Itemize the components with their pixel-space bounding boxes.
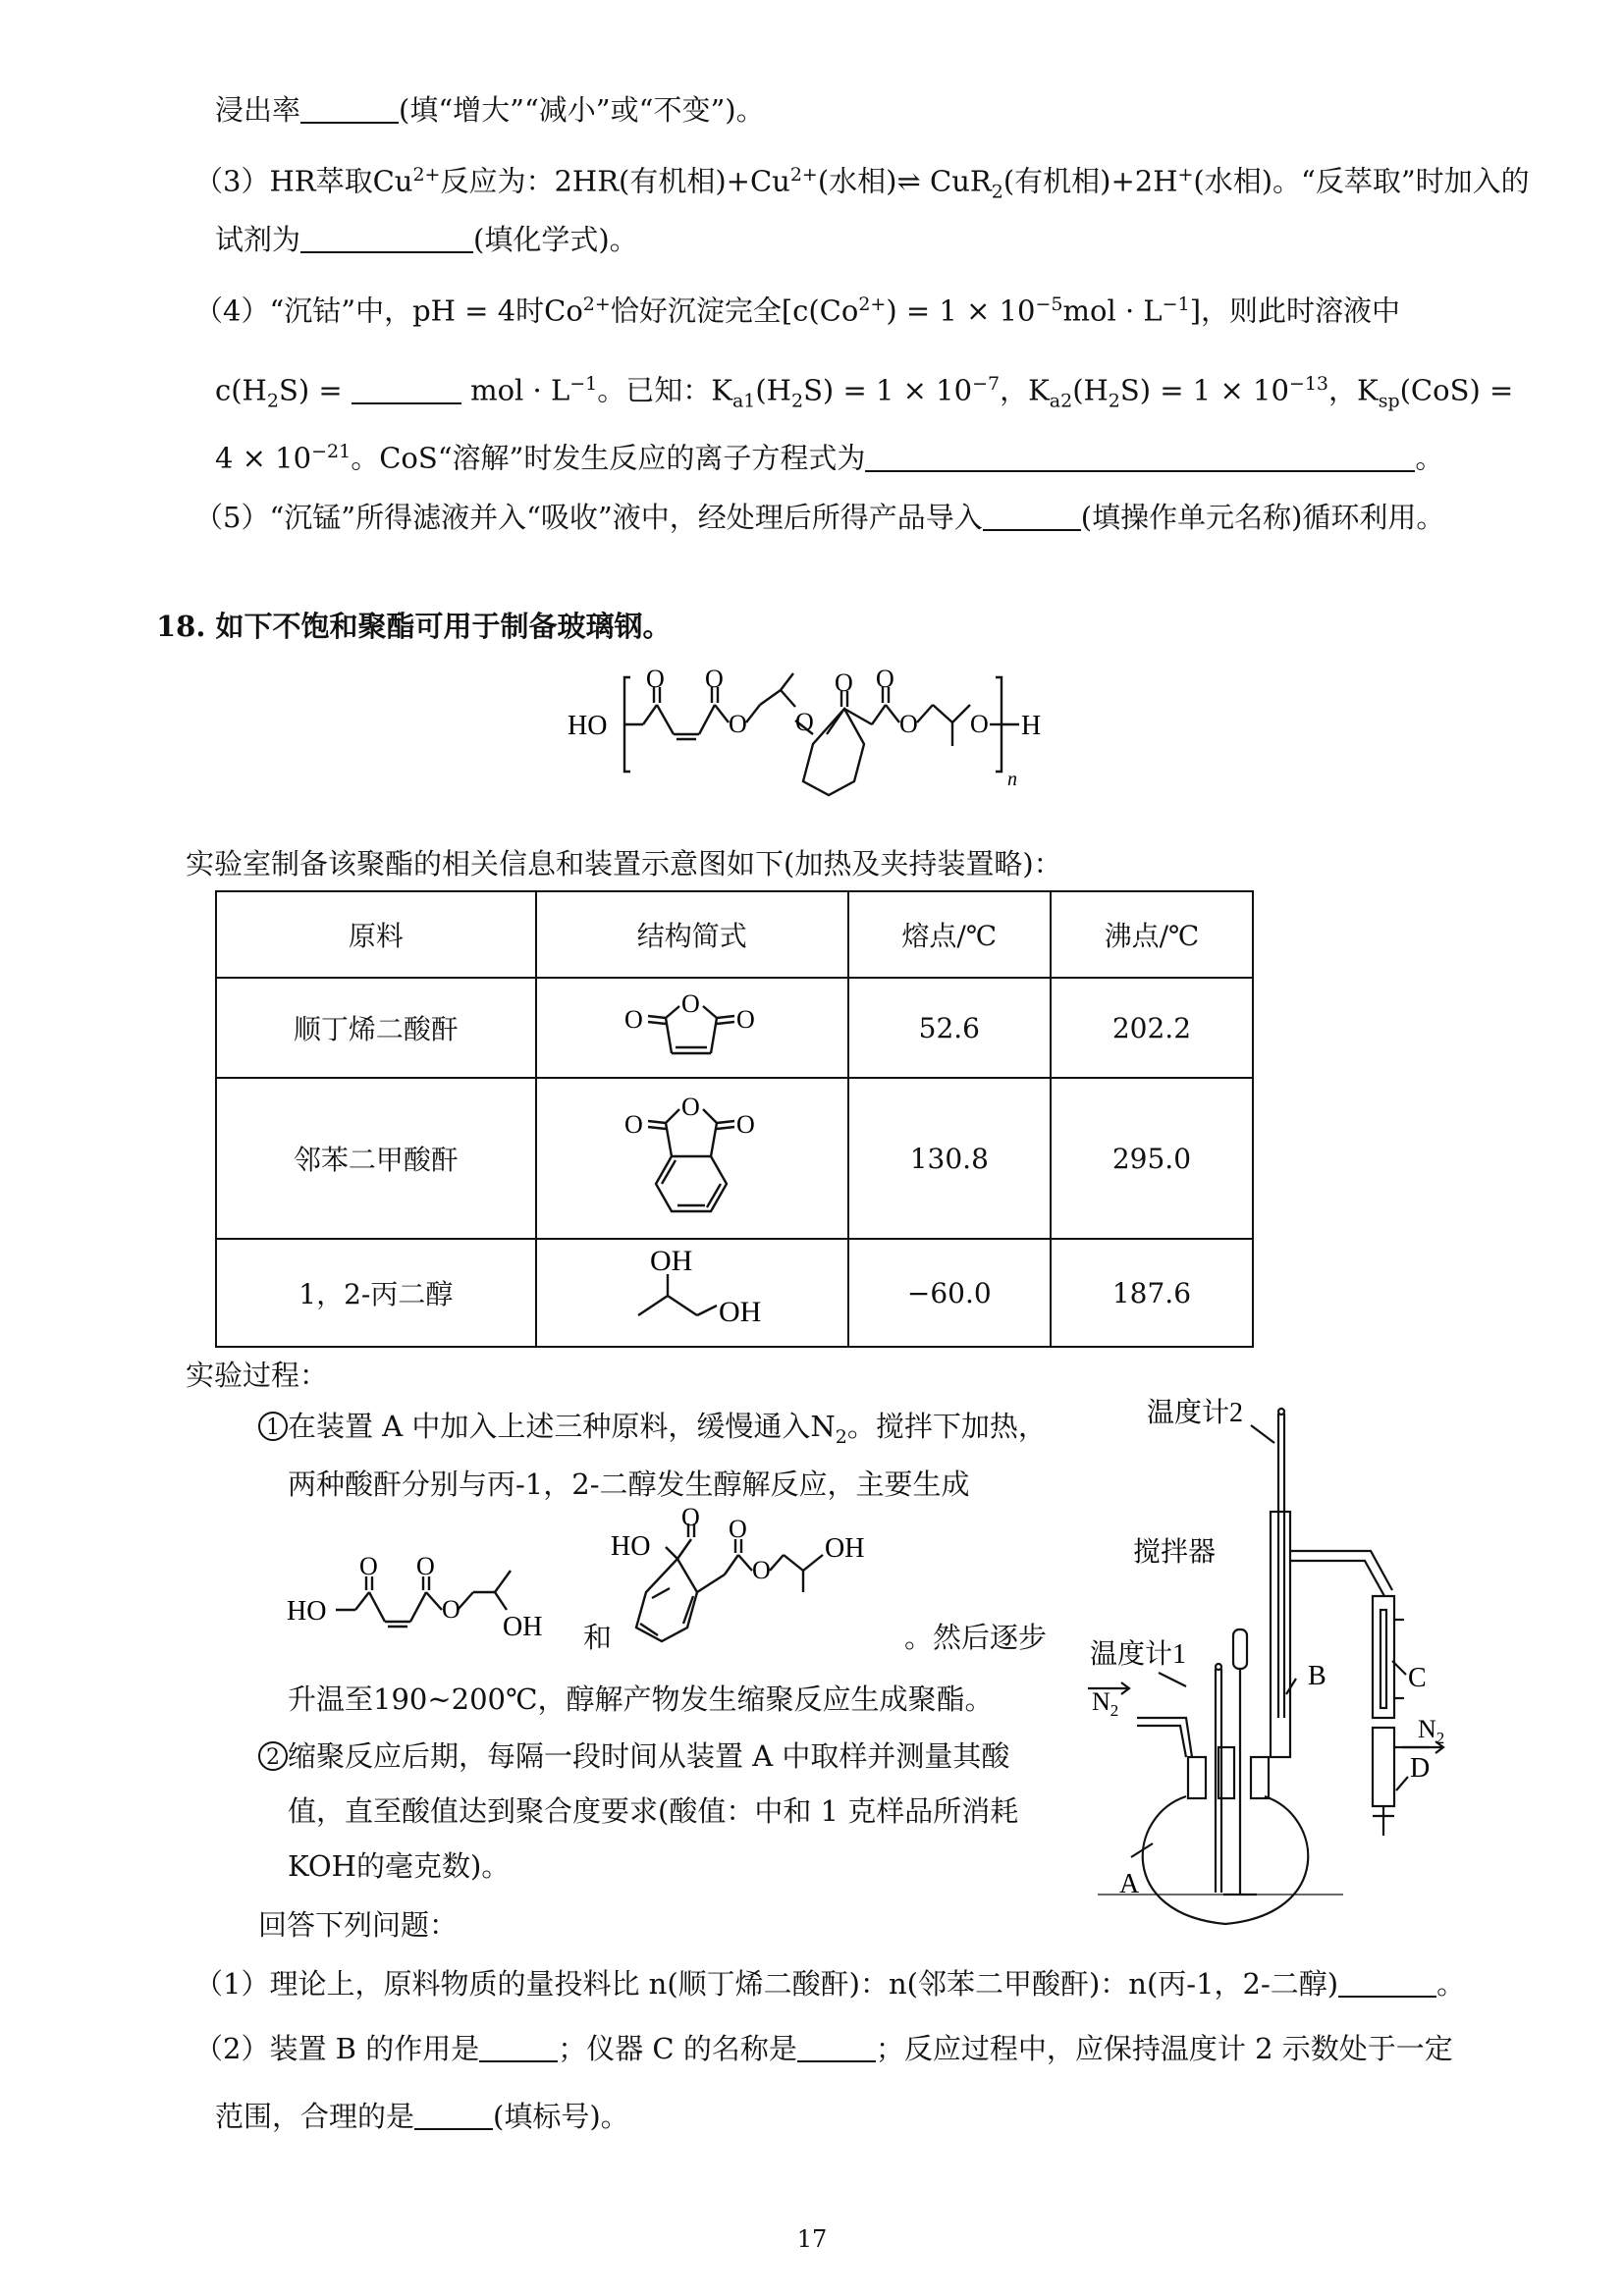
o-atom-label: O (835, 668, 853, 697)
process-title: 实验过程： (186, 1359, 329, 1392)
answer-blank[interactable] (865, 443, 1415, 472)
repeat-n-label: n (1007, 769, 1017, 790)
step-number-circle: 1 (258, 1412, 288, 1441)
page-number: 17 (796, 2225, 828, 2253)
answer-blank[interactable] (300, 224, 473, 253)
ho-group-label: HO (611, 1531, 651, 1562)
o-atom-label: O (646, 665, 665, 693)
label-d: D (1410, 1753, 1431, 1784)
n2-outlet-label: $N_2$ (1418, 1715, 1445, 1747)
answer-blank[interactable] (352, 375, 461, 404)
label-b: B (1308, 1661, 1326, 1691)
svg-text:O: O (416, 1552, 435, 1580)
table-row (216, 978, 1253, 1078)
svg-text:O: O (442, 1595, 460, 1624)
boiling-point: 295.0 (1051, 1078, 1253, 1239)
boiling-point: 202.2 (1051, 978, 1253, 1078)
question-18-title: 18. 如下不饱和聚酯可用于制备玻璃钢。 (156, 610, 672, 643)
svg-text:O: O (623, 1004, 643, 1034)
step-2-line3: KOH的毫克数)。 (288, 1849, 511, 1883)
phthalic-anhydride-structure (609, 1082, 776, 1229)
o-atom-label: O (729, 710, 747, 738)
header-cell: 沸点/℃ (1051, 891, 1253, 978)
label-c: C (1408, 1663, 1427, 1693)
melting-point: 130.8 (848, 1078, 1051, 1239)
o-atom-label: O (705, 665, 724, 693)
svg-text:O: O (681, 1503, 700, 1531)
info-intro: 实验室制备该聚酯的相关信息和装置示意图如下(加热及夹持装置略)： (186, 847, 1062, 881)
answer-blank[interactable] (414, 2101, 493, 2130)
apparatus-diagram (1078, 1398, 1471, 1934)
material-name: 邻苯二甲酸酐 (216, 1078, 536, 1239)
o-atom-label: O (795, 708, 814, 736)
answer-prompt: 回答下列问题： (258, 1908, 459, 1942)
header-cell: 熔点/℃ (848, 891, 1051, 978)
question-3-line2: 试剂为 (填化学式)。 (215, 223, 638, 256)
svg-text:O: O (729, 1515, 747, 1543)
material-name: 顺丁烯二酸酐 (216, 978, 536, 1078)
step-1-line2: 两种酸酐分别与丙-1，2-二醇发生醇解反应，主要生成 (288, 1468, 970, 1501)
ho-group-label: HO (287, 1596, 327, 1627)
n2-inlet-label: $N_2$ (1092, 1687, 1119, 1720)
o-atom-label: O (970, 710, 989, 738)
oh-group-label: OH (825, 1533, 865, 1564)
svg-text:O: O (680, 1092, 700, 1121)
polymer-structure (560, 666, 1110, 825)
svg-text:O: O (359, 1552, 378, 1580)
question-5: （5）“沉锰”所得滤液并入“吸收”液中，经处理后所得产品导入 (填操作单元名称)循环利用。 (194, 501, 1445, 534)
answer-blank[interactable] (797, 2033, 876, 2062)
stirrer-label: 搅拌器 (1133, 1537, 1217, 1568)
step-1-then: 。然后逐步 (904, 1621, 1048, 1654)
maleic-anhydride-structure (609, 985, 776, 1065)
o-atom-label: O (876, 665, 894, 693)
h-atom-label: H (1021, 711, 1042, 741)
table-row (216, 1078, 1253, 1239)
svg-text:O: O (623, 1109, 643, 1139)
svg-text:O: O (752, 1556, 771, 1584)
answer-blank[interactable] (300, 94, 399, 124)
question-3-line1: （3）HR萃取$Cu^{2+}$反应为：2HR(有机相)$+Cu^{2+}$(水相)⇌ CuR$_2$(有机相)+2H+(水相)。“反萃取”时加入的 (194, 164, 1530, 203)
table-row (216, 1239, 1253, 1347)
part-1: （1）理论上，原料物质的量投料比 n(顺丁烯二酸酐)：n(邻苯二甲酸酐)：n(丙-1，2-二醇) 。 (194, 1967, 1466, 2001)
svg-text:O: O (680, 988, 700, 1018)
table-header-row (216, 891, 1253, 978)
thermometer-2-label: 温度计2 (1147, 1398, 1244, 1428)
oh-group-label: OH (503, 1612, 543, 1642)
boiling-point: 187.6 (1051, 1239, 1253, 1347)
step-1-and: 和 (583, 1621, 613, 1654)
melting-point: 52.6 (848, 978, 1051, 1078)
header-cell: 原料 (216, 891, 536, 978)
structure-cell (536, 978, 848, 1078)
part-2-line1: （2）装置 B 的作用是 ；仪器 C 的名称是 ；反应过程中，应保持温度计 2 示数处于一定 (194, 2032, 1453, 2065)
structure-cell (536, 1078, 848, 1239)
svg-text:OH: OH (718, 1295, 762, 1328)
label-a: A (1119, 1869, 1140, 1899)
o-atom-label: O (899, 710, 918, 738)
thermometer-1-label: 温度计1 (1090, 1639, 1187, 1670)
question-4-line1: （4）“沉钴”中，pH = 4时$Co^{2+}$恰好沉淀完全$[c(Co^{2+}) = 1 \times 10^{-5}mol \cdot L^{-1}]$，则此时溶液中 (194, 294, 1401, 328)
structure-cell (536, 1239, 848, 1347)
step-2-line2: 值，直至酸值达到聚合度要求(酸值：中和 1 克样品所消耗 (288, 1794, 1019, 1828)
answer-blank[interactable] (1338, 1968, 1436, 1998)
question-4-line3: $4 \times 10^{-21}$。CoS“溶解”时发生反应的离子方程式为 。 (215, 441, 1444, 475)
ho-group-label: HO (568, 711, 608, 741)
svg-text:OH: OH (649, 1244, 693, 1277)
propanediol-structure (599, 1241, 785, 1339)
step-1-line1: 1 在装置 A 中加入上述三种原料，缓慢通入$N_2$。搅拌下加热， (258, 1408, 1047, 1456)
step-2-line1: 2 缩聚反应后期，每隔一段时间从装置 A 中取样并测量其酸 (258, 1737, 1009, 1775)
material-name: 1，2-丙二醇 (216, 1239, 536, 1347)
header-cell: 结构简式 (536, 891, 848, 978)
question-4-line2: $c(H_2S)$ = mol · $L^{-1}$。已知：$K_{a1}(H_2S) = 1 \times 10^{-7}$，$K_{a2}(H_2S) = 1 \times 10^{-13}$，$K_{sp}(CoS)$ = (215, 373, 1514, 412)
step-number-circle: 2 (258, 1741, 288, 1771)
raw-materials-table (215, 890, 1254, 1348)
line-leach-rate: 浸出率 (填“增大”“减小”或“不变”)。 (215, 93, 765, 127)
melting-point: −60.0 (848, 1239, 1051, 1347)
answer-blank[interactable] (983, 502, 1081, 531)
step-1-line4: 升温至190~200℃，醇解产物发生缩聚反应生成聚酯。 (288, 1682, 994, 1716)
part-2-line2: 范围，合理的是 (填标号)。 (215, 2100, 629, 2133)
answer-blank[interactable] (479, 2033, 558, 2062)
svg-text:O: O (735, 1109, 755, 1139)
svg-text:O: O (735, 1004, 755, 1034)
